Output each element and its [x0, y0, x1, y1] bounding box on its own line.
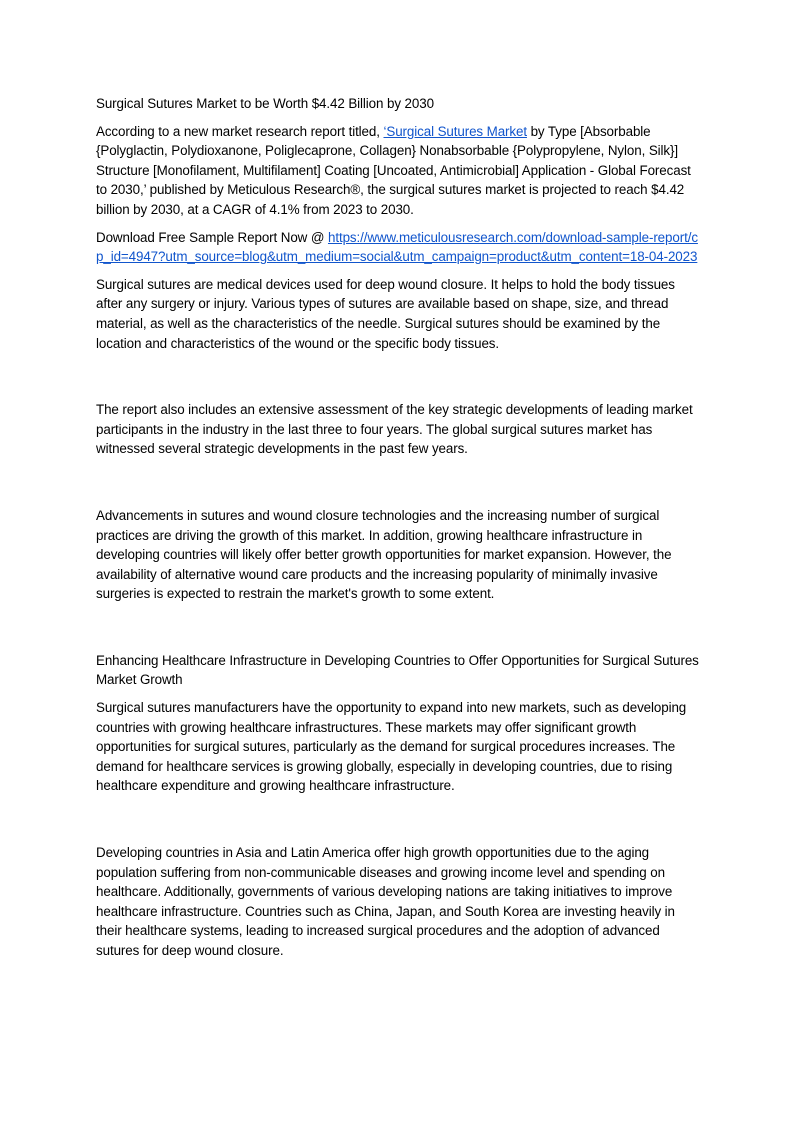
report-title-link[interactable]: ‘Surgical Sutures Market [383, 123, 527, 139]
regions-paragraph: Developing countries in Asia and Latin America offer high growth opportunities due to the aging population suffering from non-communicable diseases and growing income level and spending on healthcare. Additionally, governments of various developing nations are taking initiatives to improve healthcare infrastructure. Countries such as China, Japan, and South Korea are investing heavily in their healthcare systems, leading to increased surgical procedures and the adoption of advanced sutures for deep wound closure. [96, 845, 675, 958]
spacer [96, 361, 700, 400]
download-label: Download Free Sample Report Now @ [96, 229, 328, 245]
intro-text-after: by Type [Absorbable {Polyglactin, Polydioxanone, Poliglecaprone, Collagen} Nonabsorbable {Polypropylene, Nylon, Silk}] Structure [Monofilament, Multifilament] Coating [Uncoated, Antimicrobial] Application - Global Forecast to 2030,’ published by Meticulous Research®, the surgical sutures market is projected to reach $4.42 billion by 2030, at a CAGR of 4.1% from 2023 to 2030. [96, 123, 691, 217]
spacer [96, 612, 700, 651]
intro-text-before: According to a new market research report titled, [96, 123, 384, 139]
spacer [96, 467, 700, 506]
drivers-paragraph: Advancements in sutures and wound closure technologies and the increasing number of surgical practices are driving the growth of this market. In addition, growing healthcare infrastructure in developing countries will likely offer better growth opportunities for market expansion. However, the availability of alternative wound care products and the increasing popularity of minimally invasive surgeries is expected to restrain the market's growth to some extent. [96, 507, 672, 602]
section-subheading: Enhancing Healthcare Infrastructure in Developing Countries to Offer Opportunities for Surgical Sutures Market Growth [96, 652, 699, 688]
intro-paragraph [96, 122, 700, 220]
definition-paragraph: Surgical sutures are medical devices used for deep wound closure. It helps to hold the body tissues after any surgery or injury. Various types of sutures are available based on shape, size, and thread material, as well as the characteristics of the needle. Surgical sutures should be examined by the location and characteristics of the wound or the specific body tissues. [96, 276, 675, 351]
document-page [96, 94, 700, 969]
report-paragraph: The report also includes an extensive assessment of the key strategic developments of leading market participants in the industry in the last three to four years. The global surgical sutures market has witnessed several strategic developments in the past few years. [96, 402, 693, 457]
download-sample-link[interactable]: https://www.meticulousresearch.com/download-sample-report/cp_id=4947?utm_source=blog&utm_medium=social&utm_campaign=product&utm_content=18-04-2023 [96, 229, 698, 265]
opportunity-paragraph: Surgical sutures manufacturers have the opportunity to expand into new markets, such as developing countries with growing healthcare infrastructures. These markets may offer significant growth opportunities for surgical sutures, particularly as the demand for surgical procedures increases. The demand for healthcare services is growing globally, especially in developing countries, due to rising healthcare expenditure and growing healthcare infrastructure. [96, 700, 687, 794]
spacer [96, 804, 700, 843]
document-title: Surgical Sutures Market to be Worth $4.42 Billion by 2030 [96, 96, 434, 111]
download-paragraph [96, 228, 700, 267]
